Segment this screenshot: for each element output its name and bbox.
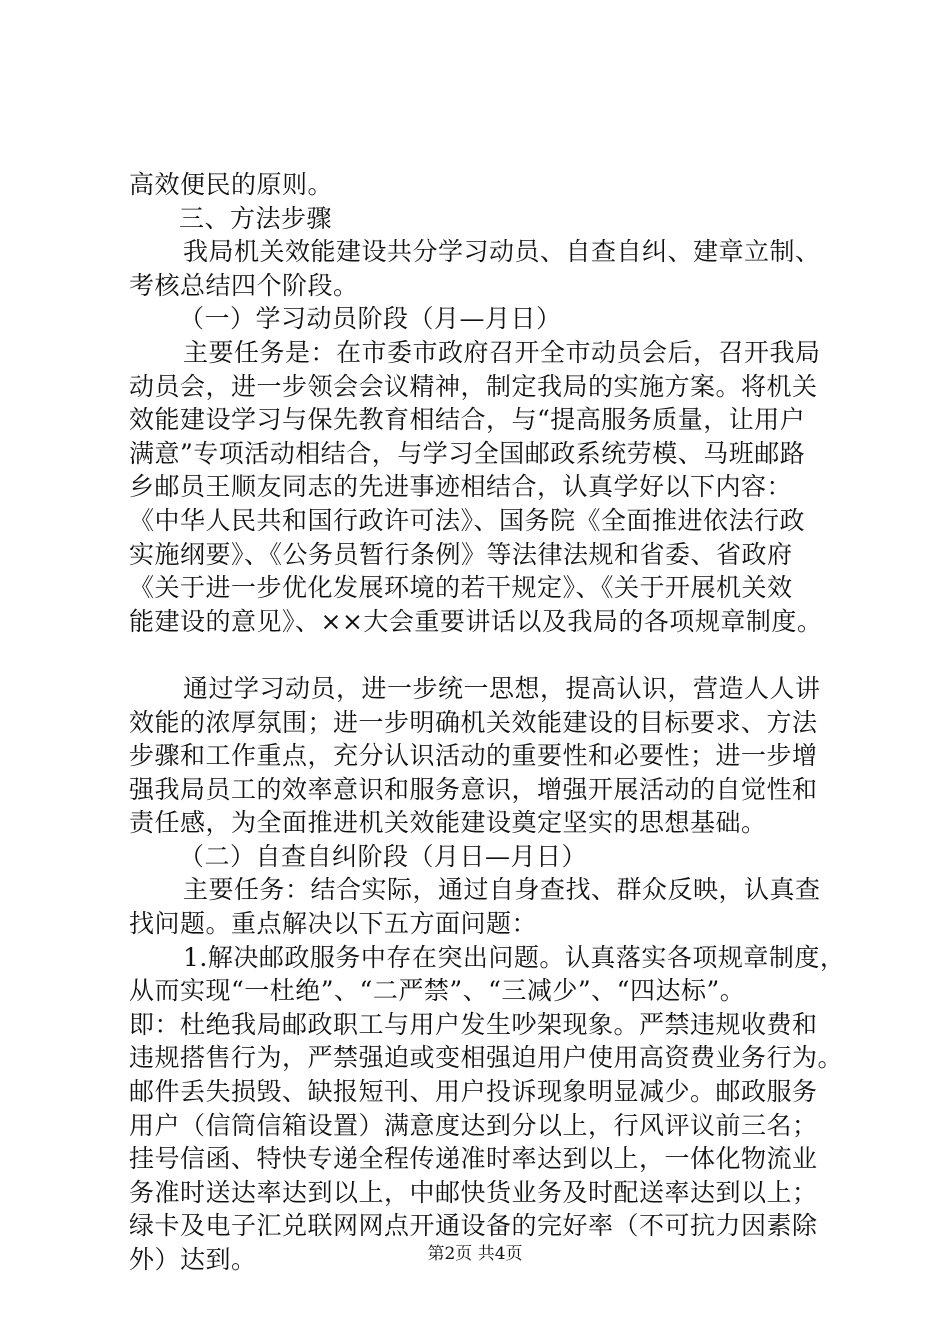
text-line: 能建设的意见》、××大会重要讲话以及我局的各项规章制度。 — [129, 606, 823, 636]
text-line: 《关于进一步优化发展环境的若干规定》、《关于开展机关效 — [129, 573, 793, 603]
text-line: 高效便民的原则。 — [129, 170, 334, 199]
text-line: 绿卡及电子汇兑联网网点开通设备的完好率（不可抗力因素除 — [129, 1211, 818, 1241]
text-line: 找问题。重点解决以下五方面问题： — [129, 909, 538, 939]
page-footer: 第2页 共4页 — [427, 1244, 523, 1264]
text-line: 违规搭售行为，严禁强迫或变相强迫用户使用高资费业务行为。 — [129, 1043, 844, 1073]
document-body — [129, 168, 849, 1277]
text-line: 挂号信函、特快专递全程传递准时率达到以上，一体化物流业 — [129, 1144, 818, 1174]
text-line: 步骤和工作重点，充分认识活动的重要性和必要性；进一步增 — [129, 741, 818, 771]
text-line: 乡邮员王顺友同志的先进事迹相结合，认真学好以下内容： — [129, 472, 793, 502]
text-line: 务准时送达率达到以上，中邮快货业务及时配送率达到以上； — [129, 1177, 818, 1207]
text-line: （一）学习动员阶段（月—月日） — [179, 304, 562, 334]
text-line: 《中华人民共和国行政许可法》、国务院《全面推进依法行政 — [129, 505, 806, 535]
text-line: 我局机关效能建设共分学习动员、自查自纠、建章立制、 — [183, 237, 821, 267]
text-line: 效能的浓厚氛围；进一步明确机关效能建设的目标要求、方法 — [129, 707, 818, 737]
text-line: 效能建设学习与保先教育相结合，与“提高服务质量，让用户 — [129, 405, 806, 435]
text-line: 邮件丢失损毁、缺报短刊、用户投诉现象明显减少。邮政服务 — [129, 1077, 818, 1107]
text-line: 即：杜绝我局邮政职工与用户发生吵架现象。严禁违规收费和 — [129, 1009, 818, 1039]
blank-line — [129, 638, 849, 672]
text-line: 满意”专项活动相结合，与学习全国邮政系统劳模、马班邮路 — [129, 438, 806, 468]
text-line: 外）达到。 — [129, 1245, 257, 1274]
text-line: 主要任务：结合实际，通过自身查找、群众反映，认真查 — [183, 875, 821, 905]
text-line: 强我局员工的效率意识和服务意识，增强开展活动的自觉性和 — [129, 774, 818, 804]
text-line: 1.解决邮政服务中存在突出问题。认真落实各项规章制度， — [183, 942, 846, 972]
text-line: （二）自查自纠阶段（月日—月日） — [179, 841, 588, 871]
text-line: 考核总结四个阶段。 — [129, 270, 359, 300]
text-line: 动员会，进一步领会会议精神，制定我局的实施方案。将机关 — [129, 371, 818, 401]
text-line: 三、方法步骤 — [179, 203, 333, 233]
text-line: 主要任务是：在市委市政府召开全市动员会后，召开我局 — [183, 337, 821, 367]
text-line: 通过学习动员，进一步统一思想，提高认识，营造人人讲 — [183, 673, 821, 703]
text-line: 实施纲要》、《公务员暂行条例》等法律法规和省委、省政府 — [129, 539, 793, 569]
text-line: 从而实现“一杜绝”、“二严禁”、“三减少”、“四达标”。 — [129, 976, 746, 1006]
text-line: 用户（信筒信箱设置）满意度达到分以上，行风评议前三名； — [129, 1110, 818, 1140]
text-line: 责任感，为全面推进机关效能建设奠定坚实的思想基础。 — [129, 808, 767, 838]
